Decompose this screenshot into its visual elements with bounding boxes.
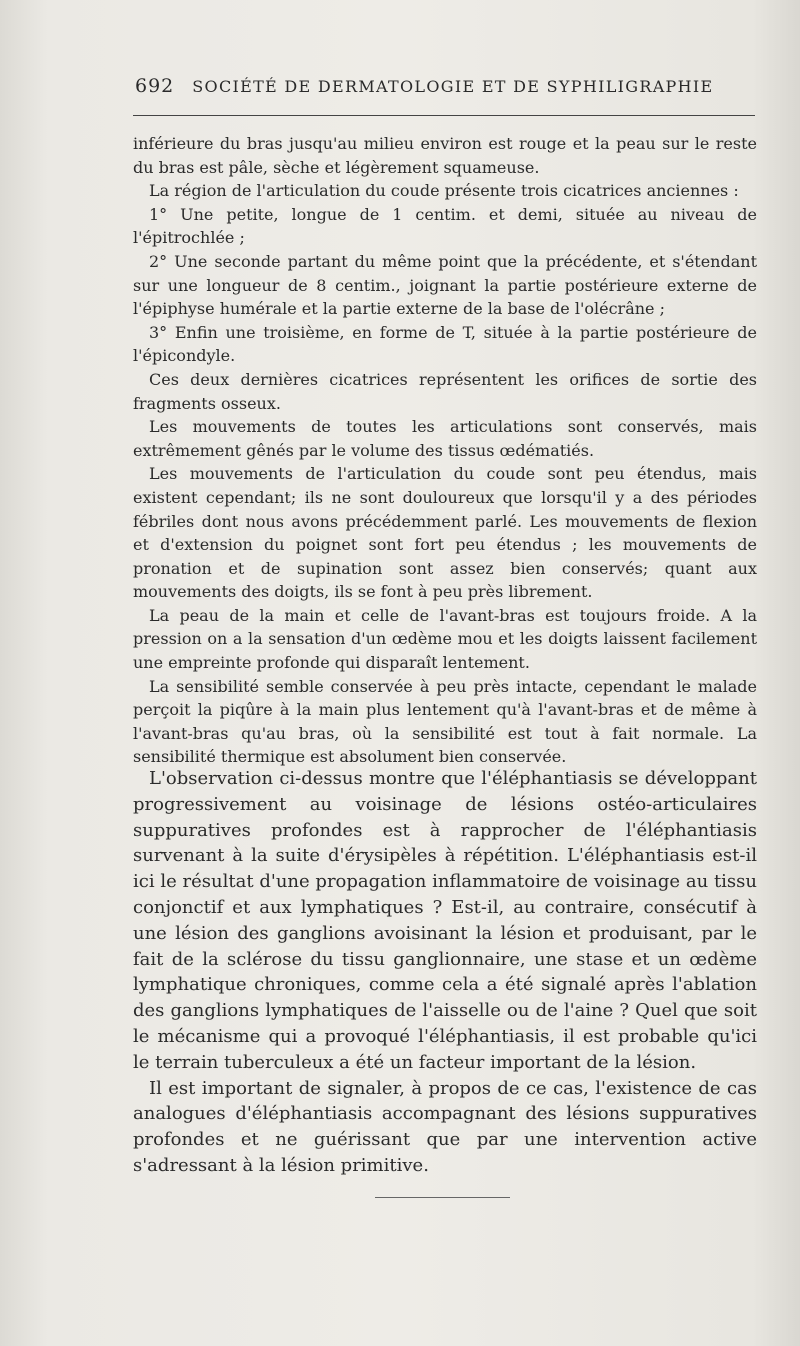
paragraph: La peau de la main et celle de l'avant-bras est toujours froide. A la pression on a la sensation d'un œdème mou et les doigts laissent facilement une empreinte profonde qui disparaît lentement. [133, 605, 757, 673]
running-title: SOCIÉTÉ DE DERMATOLOGIE ET DE SYPHILIGRAPHIE [192, 77, 714, 96]
page-number: 692 [135, 75, 175, 97]
paragraph: 3° Enfin une troisième, en forme de T, située à la partie postérieure de l'épicondyle. [133, 322, 757, 366]
paragraph: Il est important de signaler, à propos de ce cas, l'existence de cas analogues d'éléphantiasis accompagnant des lésions suppuratives profondes et ne guérissant que par une intervention active s'adressant à la lésion primitive. [133, 1077, 757, 1176]
paragraph: La région de l'articulation du coude présente trois cicatrices anciennes : [149, 181, 739, 201]
running-header [135, 75, 755, 97]
case-observation-text [133, 132, 757, 769]
header-rule [133, 115, 755, 116]
paragraph: Les mouvements de l'articulation du coude sont peu étendus, mais existent cependant; ils ne sont douloureux que lorsqu'il y a des périodes fébriles dont nous avons précédemment parlé. Les mouvements de flexion et d'extension du poignet sont fort peu étendus ; les mouvements de pronation et de supination sont assez bien conservés; quant aux mouvements des doigts, ils se font à peu près librement. [133, 464, 757, 602]
paragraph: L'observation ci-dessus montre que l'éléphantiasis se développant progressivement au voisinage de lésions ostéo-articulaires suppuratives profondes est à rapprocher de l'éléphantiasis survenant à la suite d'érysipèles à répétition. L'éléphantiasis est-il ici le résultat d'une propagation inflammatoire de voisinage au tissu conjonctif et aux lymphatiques ? Est-il, au contraire, consécutif à une lésion des ganglions avoisinant la lésion et produisant, par le fait de la sclérose du tissu ganglionnaire, une stase et un œdème lymphatique chroniques, comme cela a été signalé après l'ablation des ganglions lymphatiques de l'aisselle ou de l'aine ? Quel que soit le mécanisme qui a provoqué l'éléphantiasis, il est probable qu'ici le terrain tuberculeux a été un facteur important de la lésion. [133, 768, 757, 1073]
paragraph: 1° Une petite, longue de 1 centim. et demi, située au niveau de l'épitrochlée ; [133, 204, 757, 248]
paragraph: Ces deux dernières cicatrices représentent les orifices de sortie des fragments osseux. [133, 369, 757, 413]
end-rule [375, 1197, 510, 1198]
paragraph: 2° Une seconde partant du même point que la précédente, et s'étendant sur une longueur de 8 centim., joignant la partie postérieure externe de l'épiphyse humérale et la partie externe de la base de l'olécrâne ; [133, 251, 757, 319]
paragraph: inférieure du bras jusqu'au milieu environ est rouge et la peau sur le reste du bras est pâle, sèche et légèrement squameuse. [133, 134, 757, 177]
discussion-text [133, 766, 757, 1179]
paragraph: La sensibilité semble conservée à peu près intacte, cependant le malade perçoit la piqûre à la main plus lentement qu'à l'avant-bras et de même à l'avant-bras qu'au bras, où la sensibilité est tout à fait normale. La sensibilité thermique est absolument bien conservée. [133, 676, 757, 767]
paragraph: Les mouvements de toutes les articulations sont conservés, mais extrêmement gênés par le volume des tissus œdématiés. [133, 417, 757, 460]
